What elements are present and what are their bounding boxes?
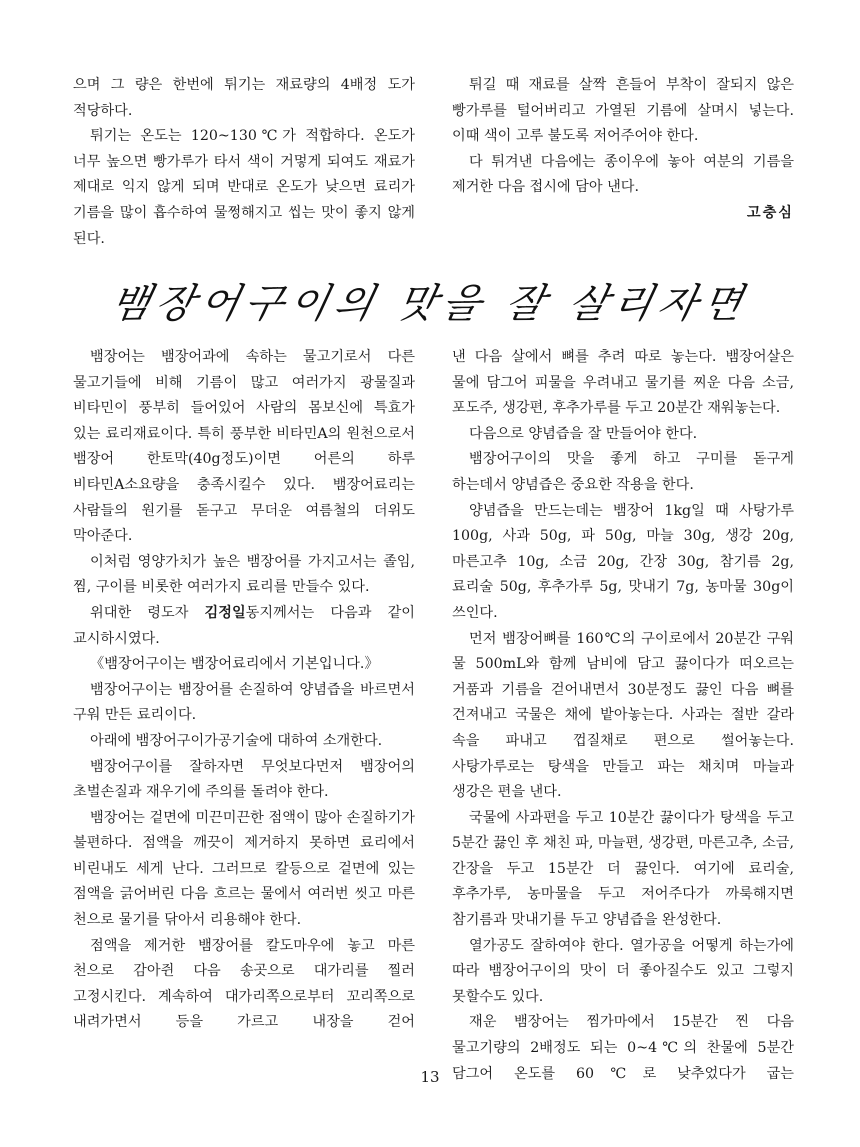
paragraph: 재운 뱀장어는 찜가마에서 15분간 찐 다음 물고기량의 2배정도 되는 0~4℃의 찬물에 5분간 담그어 온도를 60℃로 낮추었다가 굽는 <box>452 1014 794 1082</box>
paragraph: 튀기는 온도는 120~130℃가 적합하다. 온도가 너무 높으면 빵가루가 타서 색이 거멓게 되여도 재료가 제대로 익지 않게 되며 반대로 온도가 낮으면 료리가 기름을 많이 흡수하여 물쩡해지고 씹는 맛이 좋지 않게 된다. <box>73 128 415 247</box>
page-number: 13 <box>420 1068 440 1086</box>
leader-name: 김정일 <box>204 604 246 621</box>
paragraph: 이처럼 영양가치가 높은 뱀장어를 가지고서는 졸임, 찜, 구이를 비롯한 여러가지 료리를 만들수 있다. <box>73 553 415 596</box>
paragraph: 뱀장어구이는 뱀장어를 손질하여 양념즙을 바르면서 구워 만든 료리이다. <box>73 681 415 724</box>
paragraph: 다 튀겨낸 다음에는 종이우에 놓아 여분의 기름을 제거한 다음 접시에 담아 낸다. <box>452 153 794 196</box>
leader-paragraph: 위대한 령도자 김정일동지께서는 다음과 같이 교시하시였다. <box>73 604 415 647</box>
paragraph: 양념즙을 만드는데는 뱀장어 1kg일 때 사탕가루 100g, 사과 50g, 파 50g, 마늘 30g, 생강 20g, 마른고추 10g, 소금 20g, 간장 30g, 참기름 2g, 료리술 50g, 후추가루 5g, 맛내기 7g, 농마물 30g이 쓰인다. <box>452 502 794 621</box>
paragraph: 낸 다음 살에서 뼈를 추려 따로 놓는다. 뱀장어살은 물에 담그어 피물을 우려내고 물기를 찌운 다음 소금, 포도주, 생강편, 후추가루를 두고 20분간 재워놓는다. <box>452 349 794 417</box>
paragraph: 으며 그 량은 한번에 튀기는 재료량의 4배정 도가 적당하다. <box>73 77 415 119</box>
paragraph: 다음으로 양념즙을 잘 만들어야 한다. <box>469 425 698 442</box>
author-byline: 고충심 <box>746 204 794 221</box>
article-left-column <box>73 345 415 1036</box>
top-right-column <box>452 73 794 227</box>
top-left-column <box>73 73 415 252</box>
paragraph: 열가공도 잘하여야 한다. 열가공을 어떻게 하는가에 따라 뱀장어구이의 맛이 더 좋아질수도 있고 그렇지 못할수도 있다. <box>452 937 794 1005</box>
paragraph: 먼저 뱀장어뼈를 160℃의 구이로에서 20분간 구워 물 500mL와 함께 남비에 담고 끓이다가 떠오르는 거품과 기름을 걷어내면서 30분정도 끓인 다음 뼈를 건져내고 국물은 채에 밭아놓는다. 사과는 절반 갈라 속을 파내고 껍질채로 편으로 썰어놓는다. 사탕가루로는 탕색을 만들고 파는 채치며 마늘과 생강은 편을 낸다. <box>452 630 794 801</box>
article-right-column <box>452 345 794 1087</box>
paragraph: 국물에 사과편을 두고 10분간 끓이다가 탕색을 두고 5분간 끓인 후 채친 파, 마늘편, 생강편, 마른고추, 소금, 간장을 두고 15분간 더 끓인다. 여기에 료리술, 후추가루, 농마물을 두고 저어주다가 까룩해지면 참기름과 맛내기를 두고 양념즙을 완성한다. <box>452 809 794 929</box>
paragraph: 뱀장어구이의 맛을 좋게 하고 구미를 돋구게 하는데서 양념즙은 중요한 작용을 한다. <box>452 451 794 493</box>
article-title: 뱀장어구이의 맛을 잘 살리자면 <box>106 281 753 327</box>
paragraph: 뱀장어는 뱀장어과에 속하는 물고기로서 다른 물고기들에 비해 기름이 많고 여러가지 광물질과 비타민이 풍부히 들어있어 사람의 몸보신에 특효가 있는 료리재료이다. 특히 풍부한 비타민A의 원천으로서 뱀장어 한토막(40g정도)이면 어른의 하루 비타민A소요량을 충족시킬수 있다. 뱀장어료리는 사람들의 원기를 돋구고 무더운 여름철의 더위도 막아준다. <box>73 349 415 545</box>
paragraph: 아래에 뱀장어구이가공기술에 대하여 소개한다. <box>90 732 383 749</box>
paragraph: 뱀장어구이를 잘하자면 무엇보다먼저 뱀장어의 초벌손질과 재우기에 주의를 돌려야 한다. <box>73 758 415 801</box>
quote-paragraph: 《뱀장어구이는 뱀장어료리에서 기본입니다.》 <box>90 656 379 673</box>
paragraph: 뱀장어는 겉면에 미끈미끈한 점액이 많아 손질하기가 불편하다. 점액을 깨끗이 제거하지 못하면 료리에서 비린내도 세게 난다. 그러므로 칼등으로 겉면에 있는 점액을 긁어버린 다음 흐르는 물에서 여러번 씻고 마른 천으로 물기를 닦아서 리용해야 한다. <box>73 809 415 929</box>
paragraph: 튀길 때 재료를 살짝 흔들어 부착이 잘되지 않은 빵가루를 털어버리고 가열된 기름에 살며시 넣는다. 이때 색이 고루 불도록 저어주어야 한다. <box>452 77 794 145</box>
paragraph: 점액을 제거한 뱀장어를 칼도마우에 놓고 마른 천으로 감아쥔 다음 송곳으로 대가리를 찔러 고정시킨다. 계속하여 대가리쪽으로부터 꼬리쪽으로 내려가면서 등을 가르고 내장을 걷어 <box>73 937 415 1031</box>
